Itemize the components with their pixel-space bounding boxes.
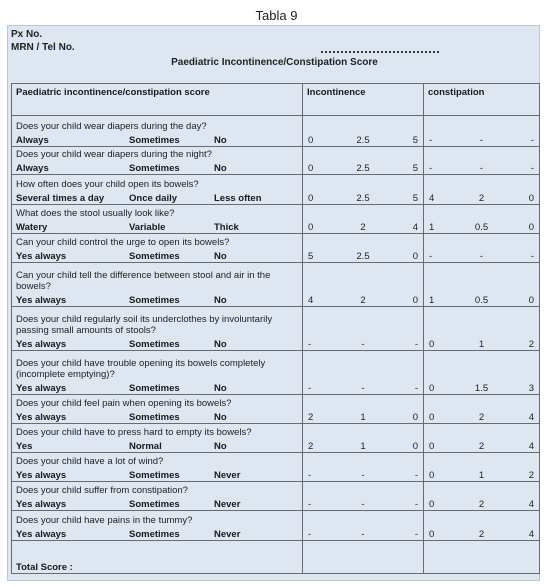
answer-option: Yes always xyxy=(16,338,67,350)
score-value: 2 xyxy=(528,338,534,350)
score-value: - xyxy=(429,134,433,146)
score-value: 2.5 xyxy=(356,162,370,174)
answer-options xyxy=(16,295,298,307)
constipation-scores-cell xyxy=(424,351,540,395)
answer-options xyxy=(16,441,298,453)
table-row xyxy=(12,482,540,511)
answer-options xyxy=(16,383,298,395)
score-value: 1 xyxy=(429,294,435,306)
answer-option: No xyxy=(214,338,227,350)
answer-option: Variable xyxy=(129,221,166,233)
question-cell xyxy=(12,263,303,307)
answer-options xyxy=(16,499,298,511)
score-value: - xyxy=(414,469,418,481)
question-cell xyxy=(12,116,303,147)
answer-option: Yes always xyxy=(16,498,67,510)
answer-option: Sometimes xyxy=(129,338,180,350)
score-value: 2 xyxy=(478,192,485,204)
score-value: 1.5 xyxy=(474,382,489,394)
score-value: - xyxy=(414,498,418,510)
score-values xyxy=(428,441,535,453)
answer-option: No xyxy=(214,411,227,423)
score-value: 4 xyxy=(528,498,534,510)
px-number-label: Px No. xyxy=(11,29,43,40)
answer-option: Several times a day xyxy=(16,192,105,204)
score-value: 4 xyxy=(308,294,314,306)
score-value: 0 xyxy=(429,498,435,510)
score-value: 0 xyxy=(429,338,435,350)
score-value: 5 xyxy=(412,162,418,174)
score-value: 0 xyxy=(528,221,534,233)
score-values xyxy=(428,412,535,424)
fill-in-line xyxy=(321,47,439,53)
answer-option: Never xyxy=(214,528,241,540)
score-value: 2 xyxy=(478,411,485,423)
answer-option: Always xyxy=(16,134,49,146)
question-text: Does your child have pains in the tummy? xyxy=(16,515,193,526)
constipation-scores-cell xyxy=(424,263,540,307)
score-value: - xyxy=(530,162,534,174)
answer-option: No xyxy=(214,162,227,174)
answer-option: Sometimes xyxy=(129,528,180,540)
score-value: - xyxy=(479,250,484,262)
score-value: 2.5 xyxy=(356,134,370,146)
answer-option: Sometimes xyxy=(129,134,180,146)
score-value: 0 xyxy=(308,162,314,174)
score-value: 0 xyxy=(412,250,418,262)
score-value: - xyxy=(429,162,433,174)
score-value: 1 xyxy=(360,440,366,452)
score-value: - xyxy=(308,469,312,481)
total-constipation-cell[interactable] xyxy=(424,541,540,574)
answer-option: Yes xyxy=(16,440,33,452)
answer-option: Sometimes xyxy=(129,382,180,394)
incontinence-scores-cell xyxy=(303,175,424,205)
answer-option: Yes always xyxy=(16,528,67,540)
score-values xyxy=(307,135,419,147)
score-values xyxy=(307,339,419,351)
score-value: - xyxy=(479,134,484,146)
score-value: 4 xyxy=(528,528,534,540)
score-value: - xyxy=(361,498,365,510)
answer-option: Sometimes xyxy=(129,498,180,510)
score-values xyxy=(428,470,535,482)
score-value: - xyxy=(308,382,312,394)
score-value: 0 xyxy=(429,382,435,394)
question-text: Can your child tell the difference between stool and air in the bowels? xyxy=(16,269,271,292)
score-values xyxy=(307,499,419,511)
question-text: Can your child control the urge to open its bowels? xyxy=(16,237,230,248)
score-value: 0 xyxy=(308,134,314,146)
score-value: 0 xyxy=(528,192,534,204)
header-constipation-column: constipation xyxy=(424,84,540,116)
score-value: 0 xyxy=(412,411,418,423)
table-row xyxy=(12,511,540,541)
incontinence-scores-cell xyxy=(303,147,424,175)
constipation-scores-cell xyxy=(424,482,540,511)
incontinence-scores-cell xyxy=(303,453,424,482)
table-header-row xyxy=(12,84,540,116)
score-value: 2 xyxy=(308,440,314,452)
incontinence-scores-cell xyxy=(303,482,424,511)
answer-option: Yes always xyxy=(16,250,67,262)
question-cell xyxy=(12,351,303,395)
score-table xyxy=(11,83,540,574)
table-row xyxy=(12,116,540,147)
score-values xyxy=(307,383,419,395)
score-values xyxy=(307,251,419,263)
figure-caption: Tabla 9 xyxy=(255,8,298,23)
score-value: 4 xyxy=(528,411,534,423)
table-row xyxy=(12,234,540,263)
incontinence-scores-cell xyxy=(303,395,424,424)
score-value: 0 xyxy=(429,528,435,540)
score-value: - xyxy=(361,528,365,540)
score-value: 2.5 xyxy=(356,250,370,262)
answer-option: Sometimes xyxy=(129,411,180,423)
table-row xyxy=(12,424,540,453)
score-value: - xyxy=(530,250,534,262)
score-value: - xyxy=(414,382,418,394)
score-value: 0 xyxy=(429,440,435,452)
score-values xyxy=(428,295,535,307)
total-incontinence-cell[interactable] xyxy=(303,541,424,574)
answer-option: Watery xyxy=(16,221,48,233)
score-value: 0 xyxy=(308,192,314,204)
answer-option: No xyxy=(214,294,227,306)
score-value: 0 xyxy=(412,440,418,452)
score-value: - xyxy=(308,338,312,350)
question-cell xyxy=(12,482,303,511)
incontinence-scores-cell xyxy=(303,511,424,541)
score-values xyxy=(428,529,535,541)
score-value: 5 xyxy=(412,134,418,146)
score-values xyxy=(307,295,419,307)
score-values xyxy=(428,193,535,205)
answer-option: Yes always xyxy=(16,469,67,481)
score-values xyxy=(428,339,535,351)
question-text: What does the stool usually look like? xyxy=(16,208,175,219)
score-values xyxy=(307,222,419,234)
question-cell xyxy=(12,175,303,205)
score-value: 5 xyxy=(412,192,418,204)
score-values xyxy=(307,193,419,205)
score-value: - xyxy=(361,338,365,350)
score-value: - xyxy=(361,469,365,481)
score-values xyxy=(428,383,535,395)
score-value: 2 xyxy=(528,469,534,481)
score-value: 5 xyxy=(308,250,314,262)
question-cell xyxy=(12,234,303,263)
score-values xyxy=(307,529,419,541)
table-row xyxy=(12,147,540,175)
score-values xyxy=(428,163,535,175)
score-value: 3 xyxy=(528,382,534,394)
score-values xyxy=(307,412,419,424)
score-values xyxy=(428,222,535,234)
question-text: Does your child feel pain when opening its bowels? xyxy=(16,398,232,409)
table-row xyxy=(12,351,540,395)
incontinence-scores-cell xyxy=(303,116,424,147)
answer-option: Never xyxy=(214,498,241,510)
score-value: 0.5 xyxy=(474,221,489,233)
answer-options xyxy=(16,251,298,263)
answer-option: Less often xyxy=(214,192,262,204)
answer-option: Once daily xyxy=(129,192,178,204)
constipation-scores-cell xyxy=(424,175,540,205)
answer-option: Yes always xyxy=(16,382,67,394)
score-values xyxy=(307,441,419,453)
score-values xyxy=(307,163,419,175)
constipation-scores-cell xyxy=(424,453,540,482)
score-value: 2 xyxy=(308,411,314,423)
score-value: 2 xyxy=(478,440,485,452)
question-text: Does your child have a lot of wind? xyxy=(16,456,164,467)
score-value: 0 xyxy=(429,411,435,423)
answer-option: Never xyxy=(214,469,241,481)
incontinence-scores-cell xyxy=(303,351,424,395)
score-values xyxy=(428,499,535,511)
question-text: Does your child have trouble opening its bowels completely (incomplete emptying)? xyxy=(16,357,266,380)
question-cell xyxy=(12,307,303,351)
answer-options xyxy=(16,339,298,351)
question-text: How often does your child open its bowels? xyxy=(16,179,199,190)
score-value: 0 xyxy=(429,469,435,481)
answer-option: Yes always xyxy=(16,411,67,423)
score-value: - xyxy=(429,250,433,262)
table-row xyxy=(12,453,540,482)
constipation-scores-cell xyxy=(424,511,540,541)
total-score-label: Total Score : xyxy=(12,541,303,574)
score-value: 2 xyxy=(478,528,485,540)
total-row xyxy=(12,541,540,574)
question-cell xyxy=(12,395,303,424)
answer-option: Sometimes xyxy=(129,250,180,262)
score-value: 4 xyxy=(528,440,534,452)
incontinence-scores-cell xyxy=(303,234,424,263)
question-text: Does your child wear diapers during the night? xyxy=(16,149,212,160)
table-row xyxy=(12,263,540,307)
answer-options xyxy=(16,470,298,482)
answer-option: Sometimes xyxy=(129,162,180,174)
answer-option: No xyxy=(214,250,227,262)
score-value: 1 xyxy=(478,338,485,350)
answer-options xyxy=(16,222,298,234)
score-value: 1 xyxy=(360,411,366,423)
score-value: - xyxy=(414,338,418,350)
question-cell xyxy=(12,453,303,482)
answer-option: Normal xyxy=(129,440,162,452)
constipation-scores-cell xyxy=(424,116,540,147)
constipation-scores-cell xyxy=(424,424,540,453)
answer-options xyxy=(16,529,298,541)
score-value: - xyxy=(308,528,312,540)
score-value: 1 xyxy=(429,221,435,233)
score-value: 4 xyxy=(412,221,418,233)
score-values xyxy=(307,470,419,482)
constipation-scores-cell xyxy=(424,395,540,424)
form-title: Paediatric Incontinence/Constipation Score xyxy=(171,57,378,68)
question-text: Does your child suffer from constipation? xyxy=(16,485,188,496)
header-question-column: Paediatric incontinence/constipation score xyxy=(12,84,303,116)
score-value: 4 xyxy=(429,192,435,204)
answer-option: Thick xyxy=(214,221,239,233)
constipation-scores-cell xyxy=(424,205,540,234)
score-value: - xyxy=(308,498,312,510)
score-value: 2 xyxy=(360,294,366,306)
score-values xyxy=(428,251,535,263)
score-value: - xyxy=(530,134,534,146)
header-incontinence-column: Incontinence xyxy=(303,84,424,116)
score-value: 2.5 xyxy=(356,192,370,204)
table-row xyxy=(12,175,540,205)
mrn-tel-label: MRN / Tel No. xyxy=(11,42,75,53)
question-text: Does your child wear diapers during the day? xyxy=(16,121,207,132)
answer-options xyxy=(16,135,298,147)
constipation-scores-cell xyxy=(424,147,540,175)
answer-option: Yes always xyxy=(16,294,67,306)
question-cell xyxy=(12,147,303,175)
score-value: - xyxy=(361,382,365,394)
incontinence-scores-cell xyxy=(303,263,424,307)
question-cell xyxy=(12,511,303,541)
answer-option: Sometimes xyxy=(129,469,180,481)
score-value: 2 xyxy=(360,221,366,233)
answer-option: No xyxy=(214,134,227,146)
answer-options xyxy=(16,193,298,205)
answer-options xyxy=(16,163,298,175)
incontinence-scores-cell xyxy=(303,307,424,351)
constipation-scores-cell xyxy=(424,307,540,351)
answer-options xyxy=(16,412,298,424)
answer-option: Always xyxy=(16,162,49,174)
score-value: 0 xyxy=(528,294,534,306)
question-text: Does your child have to press hard to empty its bowels? xyxy=(16,427,252,438)
score-value: - xyxy=(479,162,484,174)
answer-option: No xyxy=(214,440,227,452)
table-row xyxy=(12,307,540,351)
score-values xyxy=(428,135,535,147)
score-value: 0.5 xyxy=(474,294,489,306)
answer-option: Sometimes xyxy=(129,294,180,306)
question-cell xyxy=(12,424,303,453)
score-sheet xyxy=(7,25,540,581)
constipation-scores-cell xyxy=(424,234,540,263)
score-value: 0 xyxy=(412,294,418,306)
score-value: 2 xyxy=(478,498,485,510)
incontinence-scores-cell xyxy=(303,205,424,234)
question-cell xyxy=(12,205,303,234)
incontinence-scores-cell xyxy=(303,424,424,453)
table-row xyxy=(12,205,540,234)
answer-option: No xyxy=(214,382,227,394)
score-value: 0 xyxy=(308,221,314,233)
question-text: Does your child regularly soil its underclothes by involuntarily passing small amounts of stools? xyxy=(16,313,273,336)
score-value: - xyxy=(414,528,418,540)
score-value: 1 xyxy=(478,469,485,481)
table-row xyxy=(12,395,540,424)
